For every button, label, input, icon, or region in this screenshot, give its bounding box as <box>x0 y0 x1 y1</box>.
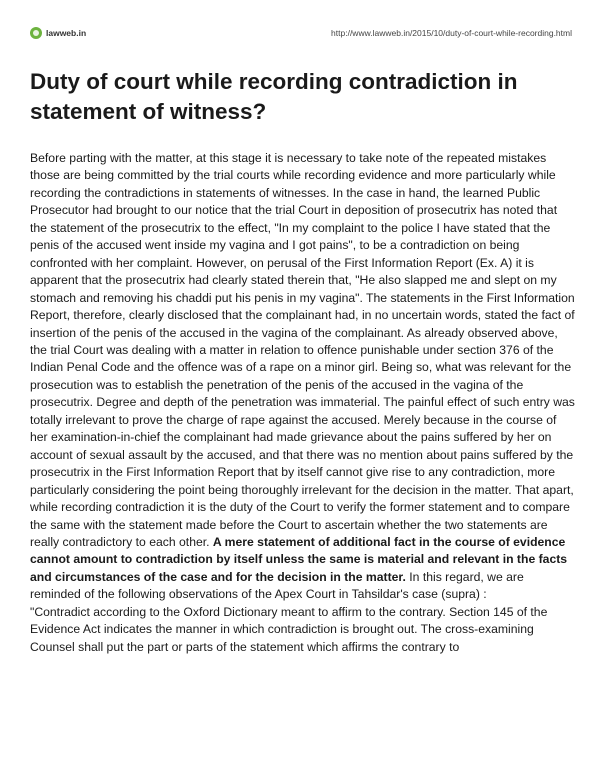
site-name: lawweb.in <box>46 28 87 38</box>
bold-excerpt: A mere statement of additional fact in the course of evidence cannot amount to contradiction by itself unless the same is material and relevant in the facts and circumstances of the case and for the decision in the matter. <box>30 534 568 584</box>
page-url[interactable]: http://www.lawweb.in/2015/10/duty-of-court-while-recording.html <box>331 28 572 38</box>
page-header <box>30 24 572 42</box>
paragraph-text: In this regard, we are reminded of the following observations of the Apex Court in Tahsildar's case (supra) : <box>30 569 524 602</box>
paragraph-text: Before parting with the matter, at this stage it is necessary to take note of the repeated mistakes those are being committed by the trial courts while recording evidence and more particularly while recording the contradictions in statements of witnesses. In the case in hand, the learned Public Prosecutor had brought to our notice that the trial Court in deposition of prosecutrix has noted that the statement of the prosecutrix to the effect, "In my complaint to the police I have stated that the penis of the accused went inside my vagina and I got pains", to be a contradiction on being confronted with her complaint. However, on perusal of the First Information Report (Ex. A) it is apparent that the prosecutrix had clearly stated therein that, "He also slapped me and slept on my stomach and removing his chaddi put his penis in my vagina". The statements in the First Information Report, therefore, clearly disclosed that the complainant had, in no uncertain words, stated the fact of insertion of the penis of the accused in the vagina of the complainant. As already observed above, the trial Court was dealing with a matter in relation to offence punishable under section 376 of the Indian Penal Code and the offence was of a rape on a minor girl. Being so, what was relevant for the prosecution was to establish the penetration of the penis of the accused in the vagina of the prosecutrix. Degree and depth of the penetration was immaterial. The painful effect of such entry was totally irrelevant to prove the charge of rape against the accused. Merely because in the course of her examination-in-chief the complainant had made grievance about the pains suffered by her on account of sexual assault by the accused, and that there was no mention about pains suffered by the prosecutrix in the First Information Report that by itself cannot give rise to any contradiction, more particularly considering the point being thoroughly irrelevant for the decision in the matter. That apart, while recording contradiction it is the duty of the Court to verify the former statement and to compare the same with the statement made before the Court to ascertain whether the two statements are really contradictory to each other. <box>30 151 575 549</box>
lawweb-logo-icon <box>30 27 42 39</box>
paragraph: "Contradict according to the Oxford Dictionary meant to affirm to the contrary. Section 145 of the Evidence Act indicates the manner in which contradiction is brought out. The cross-examining Counsel shall put the part or parts of the statement which affirms the contrary to <box>30 604 548 654</box>
paragraph <box>30 150 576 604</box>
article-title: Duty of court while recording contradiction in statement of witness? <box>30 69 518 124</box>
site-brand[interactable] <box>30 27 86 39</box>
article-body <box>30 150 576 656</box>
